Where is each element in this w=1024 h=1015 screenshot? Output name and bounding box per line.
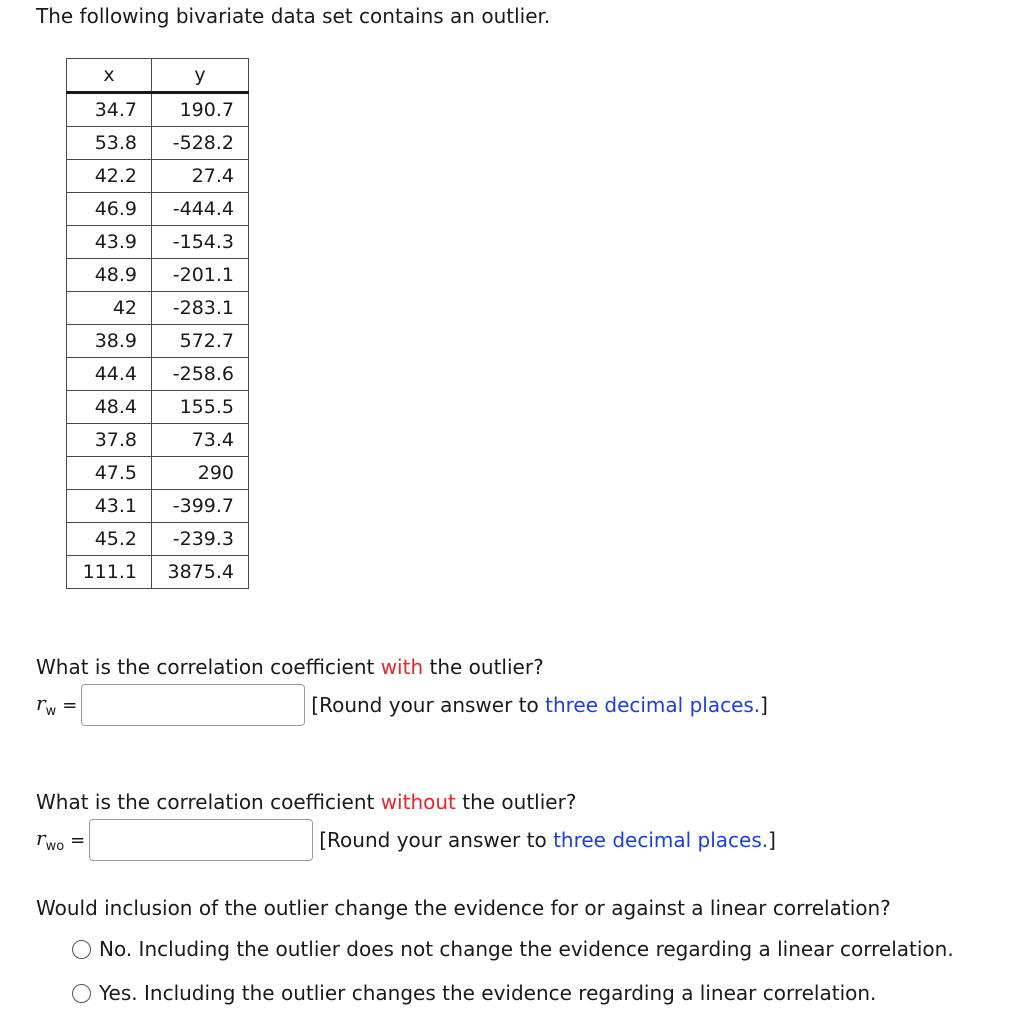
cell-y: -154.3 xyxy=(152,226,249,259)
cell-y: -258.6 xyxy=(152,358,249,391)
rwo-label xyxy=(36,826,64,854)
q1-post: the outlier? xyxy=(423,655,544,679)
intro-text: The following bivariate data set contains an outlier. xyxy=(36,4,551,28)
cell-x: 42.2 xyxy=(67,160,152,193)
cell-x: 46.9 xyxy=(67,193,152,226)
table-row xyxy=(67,292,249,325)
rw-label-r: r xyxy=(36,691,46,715)
q2-post: the outlier? xyxy=(455,790,577,814)
rwo-hint-post: ] xyxy=(768,828,776,852)
table-row xyxy=(67,457,249,490)
cell-x: 34.7 xyxy=(67,93,152,127)
q2-pre: What is the correlation coefficient xyxy=(36,790,381,814)
cell-y: 73.4 xyxy=(152,424,249,457)
q1-pre: What is the correlation coefficient xyxy=(36,655,381,679)
cell-x: 111.1 xyxy=(67,556,152,589)
table-row xyxy=(67,93,249,127)
cell-y: -201.1 xyxy=(152,259,249,292)
rw-label xyxy=(36,691,56,719)
table-row xyxy=(67,556,249,589)
q2-highlight: without xyxy=(380,790,456,814)
answer-row-rwo xyxy=(36,818,776,862)
question-without-outlier xyxy=(36,788,576,816)
answer-row-rw xyxy=(36,683,768,727)
rw-label-sub: w xyxy=(45,704,57,719)
q1-highlight: with xyxy=(380,655,424,679)
rw-hint-post: ] xyxy=(760,693,768,717)
table-header-row xyxy=(67,59,249,93)
option-no-label: No. Including the outlier does not change the evidence regarding a linear correlation. xyxy=(99,937,954,961)
cell-x: 48.4 xyxy=(67,391,152,424)
table-row xyxy=(67,424,249,457)
cell-x: 44.4 xyxy=(67,358,152,391)
rw-hint-highlight: three decimal places. xyxy=(545,693,761,717)
cell-y: 3875.4 xyxy=(152,556,249,589)
radio-yes[interactable] xyxy=(72,984,91,1003)
option-yes-label: Yes. Including the outlier changes the evidence regarding a linear correlation. xyxy=(99,981,877,1005)
cell-y: 572.7 xyxy=(152,325,249,358)
rw-equals: = xyxy=(62,694,78,716)
option-no[interactable] xyxy=(72,937,954,961)
radio-no[interactable] xyxy=(72,940,91,959)
cell-y: -444.4 xyxy=(152,193,249,226)
cell-x: 43.9 xyxy=(67,226,152,259)
table-row xyxy=(67,226,249,259)
rwo-hint xyxy=(319,828,776,852)
cell-x: 43.1 xyxy=(67,490,152,523)
rw-hint xyxy=(311,693,768,717)
table-row xyxy=(67,358,249,391)
cell-y: 290 xyxy=(152,457,249,490)
cell-x: 42 xyxy=(67,292,152,325)
cell-x: 37.8 xyxy=(67,424,152,457)
data-table xyxy=(66,58,249,589)
table-row xyxy=(67,490,249,523)
question-evidence: Would inclusion of the outlier change the evidence for or against a linear correlation? xyxy=(36,896,891,920)
cell-x: 47.5 xyxy=(67,457,152,490)
rwo-hint-pre: [Round your answer to xyxy=(319,828,554,852)
cell-x: 48.9 xyxy=(67,259,152,292)
table-row xyxy=(67,391,249,424)
question-with-outlier xyxy=(36,653,544,681)
cell-x: 38.9 xyxy=(67,325,152,358)
header-x: x xyxy=(67,59,152,93)
cell-y: -239.3 xyxy=(152,523,249,556)
cell-y: -528.2 xyxy=(152,127,249,160)
cell-y: -399.7 xyxy=(152,490,249,523)
cell-y: 27.4 xyxy=(152,160,249,193)
option-yes[interactable] xyxy=(72,981,876,1005)
table-row xyxy=(67,193,249,226)
cell-y: -283.1 xyxy=(152,292,249,325)
header-y: y xyxy=(152,59,249,93)
cell-y: 190.7 xyxy=(152,93,249,127)
table-row xyxy=(67,523,249,556)
rw-hint-pre: [Round your answer to xyxy=(311,693,546,717)
cell-x: 53.8 xyxy=(67,127,152,160)
table-row xyxy=(67,127,249,160)
table-row xyxy=(67,160,249,193)
cell-y: 155.5 xyxy=(152,391,249,424)
table-row xyxy=(67,325,249,358)
rwo-label-r: r xyxy=(36,826,46,850)
cell-x: 45.2 xyxy=(67,523,152,556)
rwo-answer-input[interactable] xyxy=(89,819,313,861)
rwo-label-sub: wo xyxy=(45,839,65,854)
table-row xyxy=(67,259,249,292)
rwo-hint-highlight: three decimal places. xyxy=(553,828,769,852)
rwo-equals: = xyxy=(70,829,86,851)
rw-answer-input[interactable] xyxy=(81,684,305,726)
